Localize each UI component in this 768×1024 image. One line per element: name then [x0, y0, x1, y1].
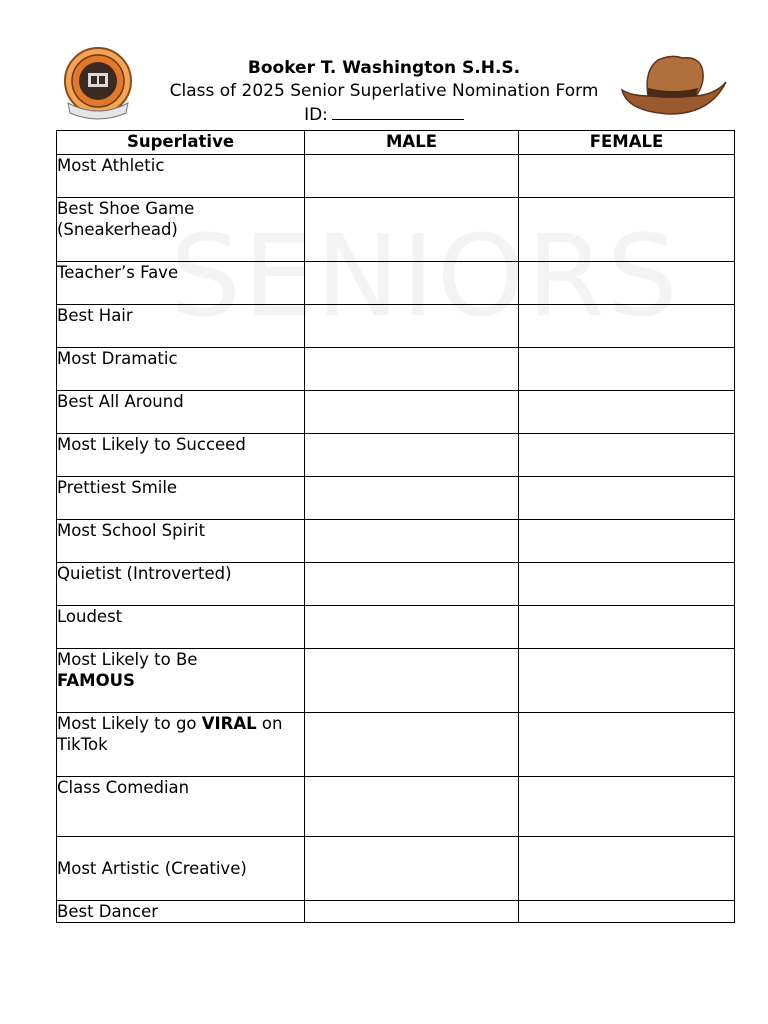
cowboy-hat-icon: [618, 50, 730, 120]
superlative-label-text: Most Likely to go: [57, 714, 202, 733]
superlative-label: Teacher’s Fave: [57, 262, 305, 305]
female-nomination-cell[interactable]: [519, 198, 735, 262]
school-seal-icon: [62, 45, 134, 123]
female-nomination-cell[interactable]: [519, 477, 735, 520]
superlative-label-text: on TikTok: [57, 714, 288, 754]
superlative-label: Most Dramatic: [57, 348, 305, 391]
male-nomination-cell[interactable]: [305, 563, 519, 606]
male-nomination-cell[interactable]: [305, 477, 519, 520]
male-nomination-cell[interactable]: [305, 391, 519, 434]
superlative-label: [57, 649, 305, 713]
table-row: [57, 649, 735, 713]
male-nomination-cell[interactable]: [305, 305, 519, 348]
superlative-label: Best Shoe Game (Sneakerhead): [57, 198, 305, 262]
male-nomination-cell[interactable]: [305, 348, 519, 391]
superlative-label-emphasis: VIRAL: [201, 714, 257, 733]
table-row: [57, 305, 735, 348]
male-nomination-cell[interactable]: [305, 713, 519, 777]
superlative-label: Most Likely to Succeed: [57, 434, 305, 477]
male-nomination-cell[interactable]: [305, 901, 519, 923]
table-row: [57, 713, 735, 777]
table-header-row: [57, 131, 735, 155]
table-row: [57, 477, 735, 520]
table-row: [57, 837, 735, 901]
table-row: [57, 901, 735, 923]
superlative-label: Best Hair: [57, 305, 305, 348]
table-row: [57, 391, 735, 434]
female-nomination-cell[interactable]: [519, 305, 735, 348]
male-nomination-cell[interactable]: [305, 262, 519, 305]
form-title: Class of 2025 Senior Superlative Nomination Form: [169, 81, 599, 101]
superlative-label: Best All Around: [57, 391, 305, 434]
male-nomination-cell[interactable]: [305, 606, 519, 649]
female-nomination-cell[interactable]: [519, 262, 735, 305]
superlative-label: Best Dancer: [57, 901, 305, 923]
superlative-label: [57, 713, 305, 777]
superlative-label: Most Athletic: [57, 155, 305, 198]
female-nomination-cell[interactable]: [519, 563, 735, 606]
school-name: Booker T. Washington S.H.S.: [247, 58, 521, 78]
column-header-superlative: Superlative: [57, 131, 305, 155]
male-nomination-cell[interactable]: [305, 198, 519, 262]
title-block: [150, 57, 618, 127]
column-header-female: FEMALE: [519, 131, 735, 155]
id-label: ID:: [304, 105, 328, 125]
superlative-label-emphasis: FAMOUS: [57, 671, 135, 690]
female-nomination-cell[interactable]: [519, 901, 735, 923]
superlative-label: Most School Spirit: [57, 520, 305, 563]
table-row: [57, 606, 735, 649]
male-nomination-cell[interactable]: [305, 520, 519, 563]
male-nomination-cell[interactable]: [305, 434, 519, 477]
table-row: [57, 520, 735, 563]
female-nomination-cell[interactable]: [519, 391, 735, 434]
superlative-label: Quietist (Introverted): [57, 563, 305, 606]
female-nomination-cell[interactable]: [519, 713, 735, 777]
table-row: [57, 155, 735, 198]
superlative-label: Class Comedian: [57, 777, 305, 837]
column-header-male: MALE: [305, 131, 519, 155]
superlative-label: Most Artistic (Creative): [57, 837, 305, 901]
table-row: [57, 777, 735, 837]
nomination-table: [56, 130, 735, 923]
table-row: [57, 563, 735, 606]
table-row: [57, 348, 735, 391]
female-nomination-cell[interactable]: [519, 606, 735, 649]
male-nomination-cell[interactable]: [305, 777, 519, 837]
id-line: [150, 103, 618, 127]
superlative-label: Loudest: [57, 606, 305, 649]
superlative-label: Prettiest Smile: [57, 477, 305, 520]
id-field[interactable]: [332, 103, 464, 120]
female-nomination-cell[interactable]: [519, 348, 735, 391]
table-row: [57, 198, 735, 262]
female-nomination-cell[interactable]: [519, 649, 735, 713]
male-nomination-cell[interactable]: [305, 837, 519, 901]
female-nomination-cell[interactable]: [519, 520, 735, 563]
male-nomination-cell[interactable]: [305, 649, 519, 713]
table-row: [57, 434, 735, 477]
female-nomination-cell[interactable]: [519, 155, 735, 198]
female-nomination-cell[interactable]: [519, 777, 735, 837]
table-row: [57, 262, 735, 305]
male-nomination-cell[interactable]: [305, 155, 519, 198]
form-header: [0, 0, 768, 130]
female-nomination-cell[interactable]: [519, 837, 735, 901]
superlative-label-text: Most Likely to Be: [57, 650, 198, 669]
female-nomination-cell[interactable]: [519, 434, 735, 477]
